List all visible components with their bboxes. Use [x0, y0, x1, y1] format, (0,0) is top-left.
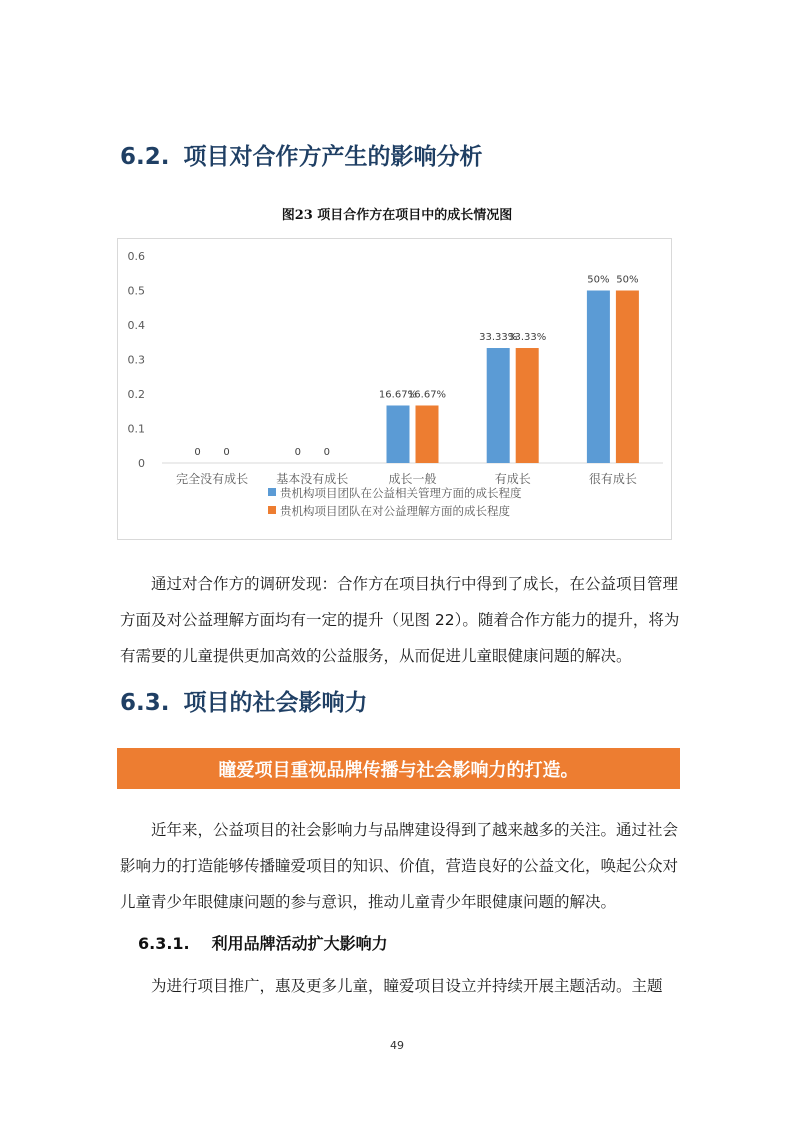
paragraph-text: 近年来，公益项目的社会影响力与品牌建设得到了越来越多的关注。通过社会影响力的打造能够传播瞳爱项目的知识、价值，营造良好的公益文化，唤起公众对儿童青少年眼健康问题的参与意识，推动儿童青少年眼健康问题的解决。	[120, 821, 679, 911]
x-tick-label: 完全没有成长	[176, 472, 249, 486]
legend-swatch-2	[268, 506, 276, 514]
y-tick-label: 0.5	[127, 284, 145, 298]
bar-2-3	[416, 405, 439, 463]
y-tick-label: 0.1	[127, 422, 145, 436]
legend-label-2: 贵机构项目团队在对公益理解方面的成长程度	[280, 504, 510, 518]
section-title: 项目对合作方产生的影响分析	[183, 144, 483, 170]
x-tick-label: 成长一般	[388, 472, 437, 486]
chart-canvas	[118, 239, 673, 541]
section-number: 6.3.	[120, 690, 170, 716]
data-label: 33.33%	[508, 332, 547, 344]
paragraph-brand-activities	[120, 968, 680, 1004]
data-label: 16.67%	[407, 389, 447, 401]
section-heading-6-3-1	[138, 931, 388, 954]
legend-label-1: 贵机构项目团队在公益相关管理方面的成长程度	[280, 486, 522, 500]
x-tick-label: 有成长	[494, 472, 531, 486]
data-label: 0	[223, 447, 230, 458]
paragraph-social-impact	[120, 812, 680, 920]
y-tick-label: 0.4	[127, 319, 145, 332]
data-label: 0	[323, 447, 330, 458]
paragraph-partner-findings	[120, 566, 680, 674]
paragraph-text: 为进行项目推广，惠及更多儿童，瞳爱项目设立并持续开展主题活动。主题	[151, 977, 663, 995]
y-tick-label: 0.3	[127, 353, 145, 367]
data-label: 33.33%	[479, 332, 518, 344]
bar-1-5	[587, 291, 610, 464]
data-label: 16.67%	[378, 389, 418, 401]
section-heading-6-3	[120, 684, 367, 717]
highlight-banner: 瞳爱项目重视品牌传播与社会影响力的打造。	[117, 748, 680, 789]
figure-title: 图23 项目合作方在项目中的成长情况图	[281, 208, 513, 223]
bar-1-4	[487, 348, 510, 463]
data-label: 50%	[587, 274, 610, 286]
y-tick-label: 0	[138, 457, 145, 470]
y-tick-label: 0.6	[127, 250, 145, 263]
section-number: 6.3.1.	[138, 934, 190, 953]
y-tick-label: 0.2	[127, 388, 145, 401]
data-label: 0	[294, 447, 301, 458]
bar-2-4	[516, 348, 539, 463]
page-number: 49	[390, 1039, 404, 1052]
section-title: 利用品牌活动扩大影响力	[211, 934, 388, 953]
bar-1-3	[387, 405, 410, 463]
bar-2-5	[616, 291, 639, 464]
bar-chart	[117, 238, 672, 540]
data-label: 0	[194, 447, 201, 458]
x-tick-label: 基本没有成长	[276, 472, 349, 486]
section-number: 6.2.	[120, 144, 170, 170]
section-heading-6-2	[120, 138, 482, 171]
data-label: 50%	[616, 274, 639, 286]
x-tick-label: 很有成长	[588, 472, 637, 486]
paragraph-text: 通过对合作方的调研发现：合作方在项目执行中得到了成长，在公益项目管理方面及对公益理解方面均有一定的提升（见图 22）。随着合作方能力的提升，将为有需要的儿童提供更加高效的公益服务，从而促进儿童眼健康问题的解决。	[120, 575, 680, 665]
section-title: 项目的社会影响力	[183, 690, 368, 716]
legend-swatch-1	[268, 488, 276, 496]
